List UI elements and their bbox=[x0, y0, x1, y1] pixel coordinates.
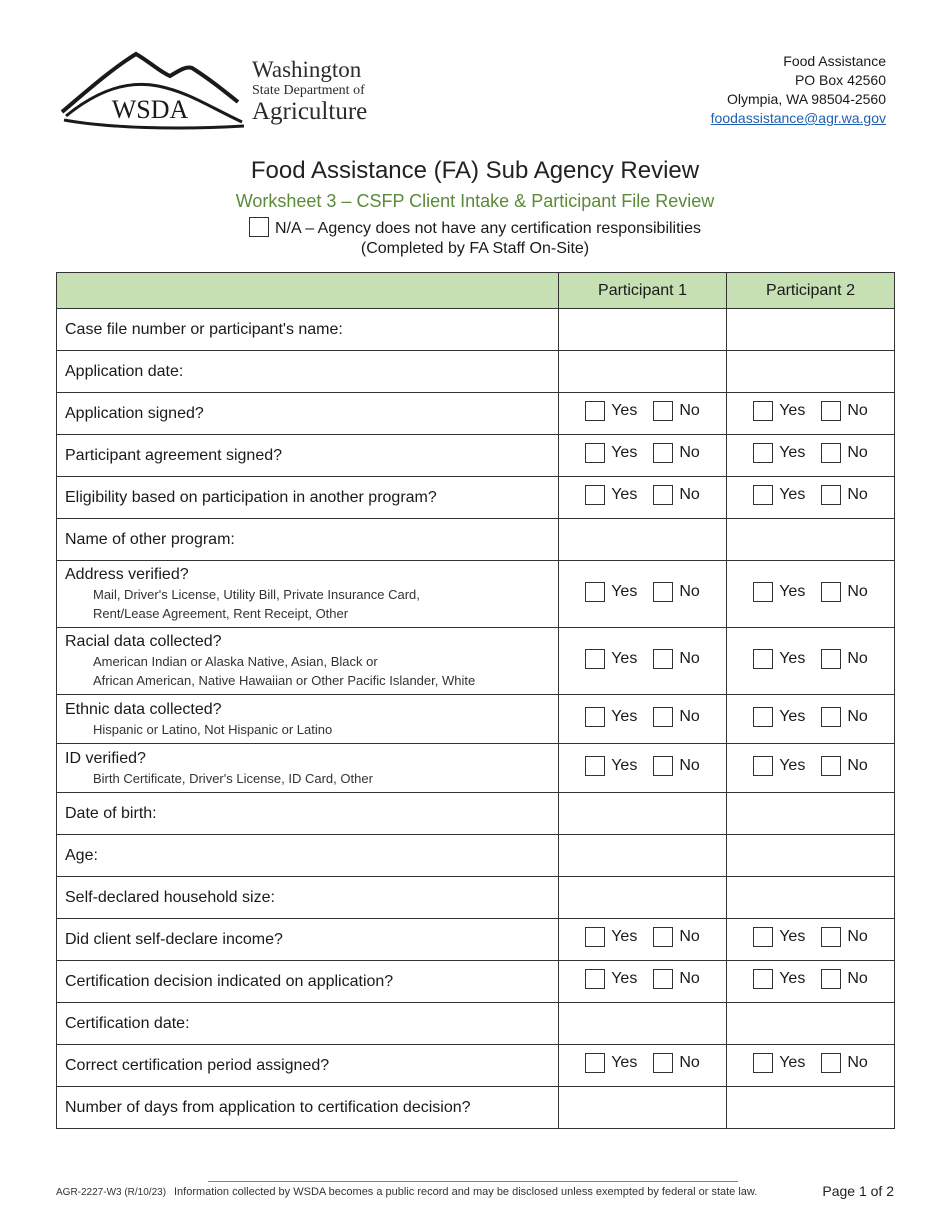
row-label: Ethnic data collected? bbox=[65, 700, 222, 718]
participant-1-yes-no bbox=[559, 477, 727, 519]
participant-2-yes-no bbox=[727, 477, 895, 519]
row-label: Correct certification period assigned? bbox=[57, 1045, 559, 1087]
participant-1-yes-no bbox=[559, 744, 727, 793]
no-checkbox[interactable] bbox=[653, 649, 673, 669]
row-sublabel: American Indian or Alaska Native, Asian, Black or bbox=[93, 654, 378, 669]
table-row bbox=[57, 477, 895, 519]
public-record-note: Information collected by WSDA becomes a public record and may be disclosed unless exempted by federal or state law. bbox=[174, 1186, 758, 1198]
table-header-row bbox=[57, 273, 895, 309]
yes-checkbox[interactable] bbox=[585, 443, 605, 463]
table-row bbox=[57, 1087, 895, 1129]
email-link[interactable]: foodassistance@agr.wa.gov bbox=[710, 110, 886, 126]
address-line-2: PO Box 42560 bbox=[794, 72, 886, 88]
participant-1-input[interactable] bbox=[559, 351, 727, 393]
participant-1-input[interactable] bbox=[559, 519, 727, 561]
yes-label: Yes bbox=[611, 1054, 638, 1071]
yes-checkbox[interactable] bbox=[585, 485, 605, 505]
row-label: ID verified? bbox=[65, 749, 146, 767]
no-label: No bbox=[679, 707, 700, 725]
no-label: No bbox=[679, 649, 700, 667]
table-row bbox=[57, 309, 895, 351]
participant-2-yes-no bbox=[727, 961, 895, 1003]
table-row bbox=[57, 435, 895, 477]
yes-label: Yes bbox=[611, 486, 638, 503]
yes-label: Yes bbox=[779, 970, 806, 987]
yes-label: Yes bbox=[611, 649, 638, 667]
yes-label: Yes bbox=[779, 1054, 806, 1071]
yes-label: Yes bbox=[611, 582, 638, 600]
row-label: Date of birth: bbox=[57, 793, 559, 835]
participant-2-input[interactable] bbox=[727, 309, 895, 351]
yes-checkbox[interactable] bbox=[753, 649, 773, 669]
table-row bbox=[57, 793, 895, 835]
participant-1-yes-no bbox=[559, 393, 727, 435]
participant-2-yes-no bbox=[727, 919, 895, 961]
header-participant-2: Participant 2 bbox=[727, 273, 895, 309]
participant-2-yes-no bbox=[727, 744, 895, 793]
yes-checkbox[interactable] bbox=[753, 707, 773, 727]
wsda-mountain-logo-mark bbox=[58, 50, 248, 130]
no-checkbox[interactable] bbox=[653, 969, 673, 989]
table-row bbox=[57, 961, 895, 1003]
participant-1-yes-no bbox=[559, 435, 727, 477]
no-label: No bbox=[679, 756, 700, 774]
participant-1-yes-no bbox=[559, 919, 727, 961]
row-label: Name of other program: bbox=[57, 519, 559, 561]
no-checkbox[interactable] bbox=[821, 969, 841, 989]
address-line-1: Food Assistance bbox=[783, 53, 886, 69]
participant-1-input[interactable] bbox=[559, 1003, 727, 1045]
no-label: No bbox=[679, 970, 700, 987]
participant-1-input[interactable] bbox=[559, 309, 727, 351]
no-checkbox[interactable] bbox=[653, 485, 673, 505]
participant-2-yes-no bbox=[727, 628, 895, 695]
no-checkbox[interactable] bbox=[821, 927, 841, 947]
no-label: No bbox=[679, 486, 700, 503]
participant-2-yes-no bbox=[727, 435, 895, 477]
yes-checkbox[interactable] bbox=[585, 1053, 605, 1073]
row-label: Eligibility based on participation in another program? bbox=[57, 477, 559, 519]
yes-checkbox[interactable] bbox=[585, 582, 605, 602]
table-row bbox=[57, 877, 895, 919]
na-checkbox[interactable] bbox=[249, 217, 269, 237]
participant-2-yes-no bbox=[727, 561, 895, 628]
table-row bbox=[57, 835, 895, 877]
completed-by-note: (Completed by FA Staff On-Site) bbox=[360, 240, 590, 257]
table-row bbox=[57, 919, 895, 961]
participant-2-yes-no bbox=[727, 1045, 895, 1087]
yes-checkbox[interactable] bbox=[753, 927, 773, 947]
no-label: No bbox=[679, 928, 700, 945]
no-checkbox[interactable] bbox=[821, 582, 841, 602]
no-checkbox[interactable] bbox=[653, 756, 673, 776]
yes-checkbox[interactable] bbox=[753, 443, 773, 463]
no-label: No bbox=[847, 582, 868, 600]
no-checkbox[interactable] bbox=[653, 582, 673, 602]
header-blank-cell bbox=[57, 273, 559, 309]
yes-label: Yes bbox=[779, 486, 806, 503]
logo-line-state-dept: State Department of bbox=[252, 83, 365, 98]
yes-label: Yes bbox=[779, 756, 806, 774]
no-checkbox[interactable] bbox=[653, 443, 673, 463]
yes-label: Yes bbox=[779, 582, 806, 600]
row-sublabel: African American, Native Hawaiian or Other Pacific Islander, White bbox=[93, 673, 476, 688]
participant-1-yes-no bbox=[559, 1045, 727, 1087]
row-label: Age: bbox=[57, 835, 559, 877]
no-label: No bbox=[847, 970, 868, 987]
participant-2-yes-no bbox=[727, 393, 895, 435]
participant-2-input[interactable] bbox=[727, 519, 895, 561]
yes-label: Yes bbox=[611, 928, 638, 945]
no-label: No bbox=[847, 649, 868, 667]
no-label: No bbox=[679, 402, 700, 419]
participant-2-input[interactable] bbox=[727, 1087, 895, 1129]
table-row bbox=[57, 393, 895, 435]
row-label: Certification date: bbox=[57, 1003, 559, 1045]
logo-wsda-text: WSDA bbox=[111, 95, 189, 124]
page-number: Page 1 of 2 bbox=[822, 1183, 894, 1199]
row-sublabel: Rent/Lease Agreement, Rent Receipt, Other bbox=[93, 606, 349, 621]
no-checkbox[interactable] bbox=[821, 1053, 841, 1073]
yes-label: Yes bbox=[611, 402, 638, 419]
yes-checkbox[interactable] bbox=[753, 485, 773, 505]
row-label: Address verified? bbox=[65, 566, 189, 583]
table-row bbox=[57, 695, 895, 744]
participant-1-input[interactable] bbox=[559, 1087, 727, 1129]
no-label: No bbox=[847, 928, 868, 945]
table-row bbox=[57, 351, 895, 393]
table-row bbox=[57, 1003, 895, 1045]
agency-address bbox=[711, 52, 886, 128]
yes-checkbox[interactable] bbox=[753, 401, 773, 421]
table-row bbox=[57, 519, 895, 561]
no-checkbox[interactable] bbox=[653, 927, 673, 947]
row-sublabel: Birth Certificate, Driver's License, ID Card, Other bbox=[93, 770, 373, 786]
no-label: No bbox=[847, 402, 868, 419]
yes-checkbox[interactable] bbox=[585, 927, 605, 947]
row-label: Case file number or participant's name: bbox=[57, 309, 559, 351]
yes-checkbox[interactable] bbox=[753, 582, 773, 602]
row-label: Participant agreement signed? bbox=[57, 435, 559, 477]
participant-1-input[interactable] bbox=[559, 877, 727, 919]
yes-label: Yes bbox=[779, 649, 806, 667]
no-label: No bbox=[847, 756, 868, 774]
yes-checkbox[interactable] bbox=[753, 756, 773, 776]
yes-checkbox[interactable] bbox=[753, 1053, 773, 1073]
form-subtitle: Worksheet 3 – CSFP Client Intake & Participant File Review bbox=[235, 191, 715, 211]
participant-2-input[interactable] bbox=[727, 877, 895, 919]
participant-1-yes-no bbox=[559, 961, 727, 1003]
form-code: AGR-2227-W3 (R/10/23) bbox=[56, 1187, 167, 1198]
no-checkbox[interactable] bbox=[653, 401, 673, 421]
no-checkbox[interactable] bbox=[821, 649, 841, 669]
yes-label: Yes bbox=[611, 756, 638, 774]
footer-divider bbox=[208, 1181, 738, 1182]
participant-1-input[interactable] bbox=[559, 835, 727, 877]
no-checkbox[interactable] bbox=[821, 756, 841, 776]
no-checkbox[interactable] bbox=[653, 1053, 673, 1073]
yes-checkbox[interactable] bbox=[585, 401, 605, 421]
table-row bbox=[57, 744, 895, 793]
na-label: N/A – Agency does not have any certification responsibilities bbox=[274, 220, 702, 237]
no-label: No bbox=[847, 444, 868, 461]
row-label: Self-declared household size: bbox=[57, 877, 559, 919]
table-row bbox=[57, 1045, 895, 1087]
no-label: No bbox=[679, 444, 700, 461]
yes-checkbox[interactable] bbox=[585, 649, 605, 669]
yes-label: Yes bbox=[779, 402, 806, 419]
participant-2-input[interactable] bbox=[727, 835, 895, 877]
form-title: Food Assistance (FA) Sub Agency Review bbox=[250, 157, 700, 184]
address-line-3: Olympia, WA 98504-2560 bbox=[726, 91, 886, 107]
participant-2-input[interactable] bbox=[727, 351, 895, 393]
participant-1-input[interactable] bbox=[559, 793, 727, 835]
participant-1-yes-no bbox=[559, 628, 727, 695]
row-sublabel: Mail, Driver's License, Utility Bill, Private Insurance Card, bbox=[93, 587, 420, 602]
row-label: Application signed? bbox=[57, 393, 559, 435]
table-row bbox=[57, 628, 895, 695]
row-label: Did client self-declare income? bbox=[57, 919, 559, 961]
no-label: No bbox=[679, 1054, 700, 1071]
participant-2-yes-no bbox=[727, 695, 895, 744]
no-checkbox[interactable] bbox=[653, 707, 673, 727]
yes-label: Yes bbox=[779, 444, 806, 461]
table-row bbox=[57, 561, 895, 628]
no-label: No bbox=[847, 707, 868, 725]
participant-2-input[interactable] bbox=[727, 1003, 895, 1045]
logo-line-washington: Washington bbox=[252, 57, 362, 82]
participant-1-yes-no bbox=[559, 561, 727, 628]
participant-2-input[interactable] bbox=[727, 793, 895, 835]
row-label: Racial data collected? bbox=[65, 633, 222, 650]
review-table bbox=[56, 272, 895, 1129]
yes-checkbox[interactable] bbox=[585, 969, 605, 989]
header-participant-1: Participant 1 bbox=[559, 273, 727, 309]
na-option bbox=[0, 217, 950, 238]
no-checkbox[interactable] bbox=[821, 485, 841, 505]
row-label: Number of days from application to certification decision? bbox=[57, 1087, 559, 1129]
yes-checkbox[interactable] bbox=[585, 756, 605, 776]
no-checkbox[interactable] bbox=[821, 401, 841, 421]
participant-1-yes-no bbox=[559, 695, 727, 744]
row-label: Certification decision indicated on application? bbox=[57, 961, 559, 1003]
no-label: No bbox=[847, 486, 868, 503]
no-label: No bbox=[679, 582, 700, 600]
logo-text bbox=[252, 58, 367, 124]
no-label: No bbox=[847, 1054, 868, 1071]
row-label: Application date: bbox=[57, 351, 559, 393]
yes-label: Yes bbox=[611, 970, 638, 987]
logo-line-agriculture: Agriculture bbox=[252, 98, 368, 125]
no-checkbox[interactable] bbox=[821, 707, 841, 727]
yes-label: Yes bbox=[779, 928, 806, 945]
row-sublabel: Hispanic or Latino, Not Hispanic or Latino bbox=[93, 721, 333, 737]
yes-checkbox[interactable] bbox=[753, 969, 773, 989]
no-checkbox[interactable] bbox=[821, 443, 841, 463]
yes-checkbox[interactable] bbox=[585, 707, 605, 727]
wsda-logo bbox=[58, 50, 378, 130]
yes-label: Yes bbox=[611, 707, 638, 725]
yes-label: Yes bbox=[779, 707, 806, 725]
yes-label: Yes bbox=[611, 444, 638, 461]
